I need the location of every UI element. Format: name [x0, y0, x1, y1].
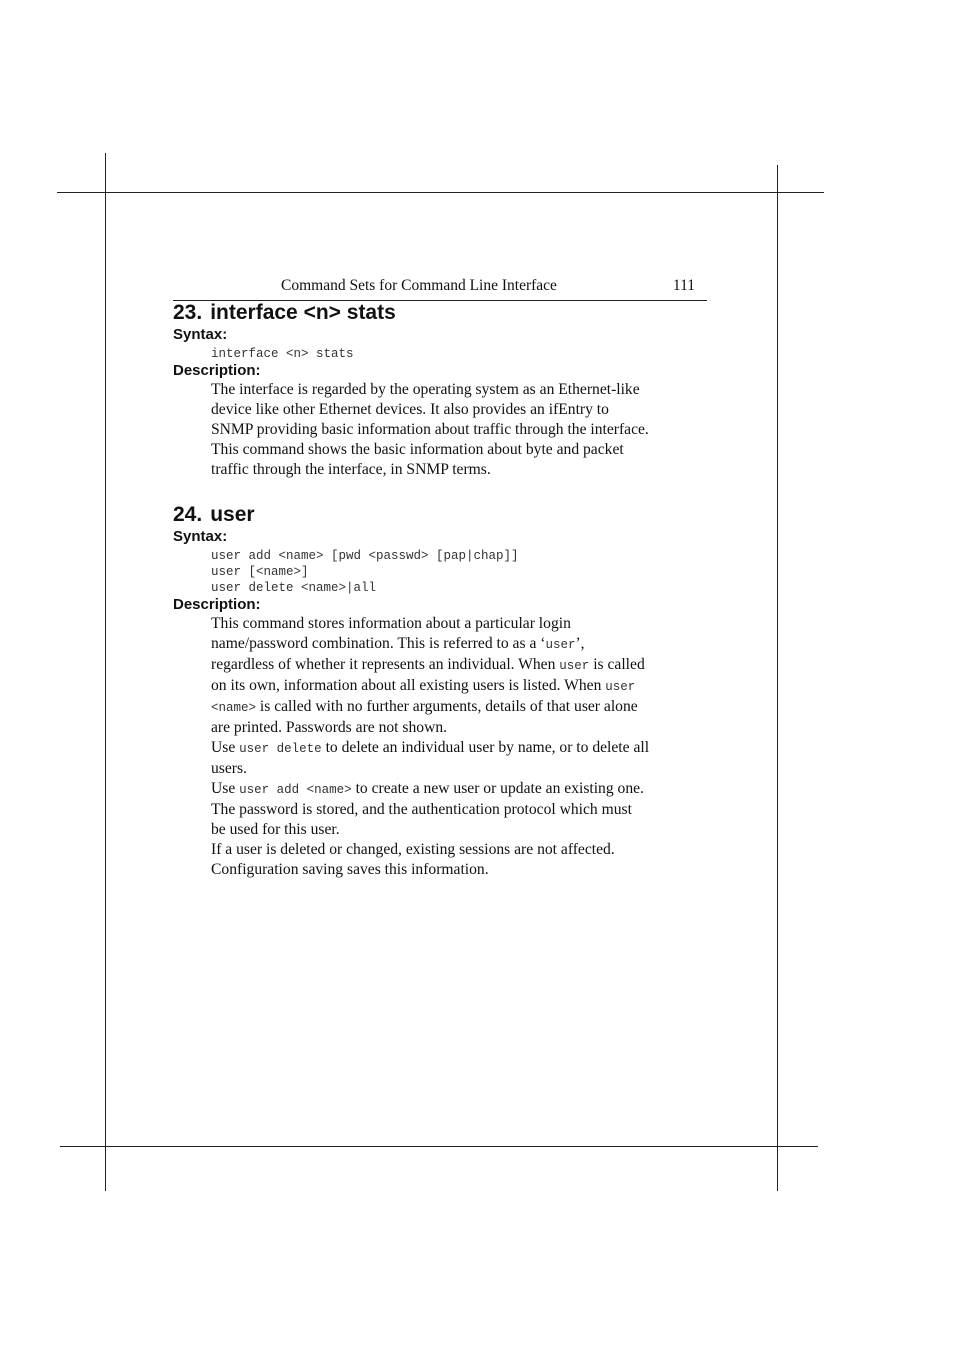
description-line: This command stores information about a particular login [211, 615, 571, 632]
section-title: user [210, 503, 255, 526]
text-run: to create a new user or update an existing one. [351, 780, 644, 797]
description-line: are printed. Passwords are not shown. [211, 719, 448, 736]
description-line: If a user is deleted or changed, existing sessions are not affected. [211, 841, 615, 858]
description-text [211, 380, 711, 480]
description-line [211, 738, 711, 759]
crop-mark-left [105, 153, 106, 1191]
description-paragraph [211, 840, 711, 880]
section-number: 23. [173, 301, 203, 324]
text-run: is called [589, 656, 645, 673]
description-line [211, 697, 711, 718]
running-head-title: Command Sets for Command Line Interface [281, 277, 557, 294]
syntax-line: user [<name>] [211, 565, 309, 579]
inline-code: <name> [211, 701, 257, 715]
description-line [211, 655, 711, 676]
description-label: Description: [173, 596, 261, 613]
description-line: device like other Ethernet devices. It also provides an ifEntry to [211, 401, 609, 418]
running-head [173, 276, 707, 301]
description-line: The interface is regarded by the operating system as an Ethernet-like [211, 381, 640, 398]
description-line: SNMP providing basic information about traffic through the interface. [211, 421, 649, 438]
description-line: users. [211, 760, 247, 777]
inline-code: user [559, 659, 590, 673]
text-run: to delete an individual user by name, or to delete all [321, 739, 650, 756]
description-line [211, 676, 711, 697]
text-run: ’, [575, 635, 585, 652]
section-number: 24. [173, 503, 203, 526]
section-heading [173, 300, 718, 326]
description-line: The password is stored, and the authentication protocol which must [211, 801, 632, 818]
text-run: regardless of whether it represents an individual. When [211, 656, 560, 673]
inline-code: user add <name> [239, 783, 352, 797]
inline-code: user [605, 680, 636, 694]
syntax-line: interface <n> stats [211, 347, 354, 361]
section-interface-stats [173, 300, 718, 480]
description-paragraph [211, 614, 711, 738]
description-label: Description: [173, 362, 261, 379]
crop-mark-bottom [60, 1146, 818, 1147]
inline-code: user [545, 638, 576, 652]
text-run: Use [211, 739, 240, 756]
section-heading [173, 502, 718, 528]
section-title: interface <n> stats [210, 301, 396, 324]
text-run: Use [211, 780, 240, 797]
description-text [211, 614, 711, 880]
description-paragraph [211, 779, 711, 840]
text-run: on its own, information about all existing users is listed. When [211, 677, 606, 694]
description-line: This command shows the basic information about byte and packet [211, 441, 624, 458]
text-run: name/password combination. This is referred to as a ‘ [211, 635, 546, 652]
crop-mark-right [777, 165, 778, 1191]
description-line: Configuration saving saves this information. [211, 861, 489, 878]
inline-code: user delete [239, 742, 322, 756]
description-line: traffic through the interface, in SNMP terms. [211, 461, 491, 478]
text-run: is called with no further arguments, details of that user alone [256, 698, 638, 715]
syntax-line: user delete <name>|all [211, 581, 377, 595]
page-content [173, 300, 718, 880]
description-line [211, 634, 711, 655]
syntax-label: Syntax: [173, 326, 228, 343]
crop-mark-top [57, 192, 824, 193]
description-line [211, 779, 711, 800]
syntax-label: Syntax: [173, 528, 228, 545]
page-number: 111 [672, 277, 695, 294]
description-line: be used for this user. [211, 821, 340, 838]
description-paragraph [211, 738, 711, 779]
syntax-line: user add <name> [pwd <passwd> [pap|chap]] [211, 549, 519, 563]
section-user [173, 502, 718, 880]
